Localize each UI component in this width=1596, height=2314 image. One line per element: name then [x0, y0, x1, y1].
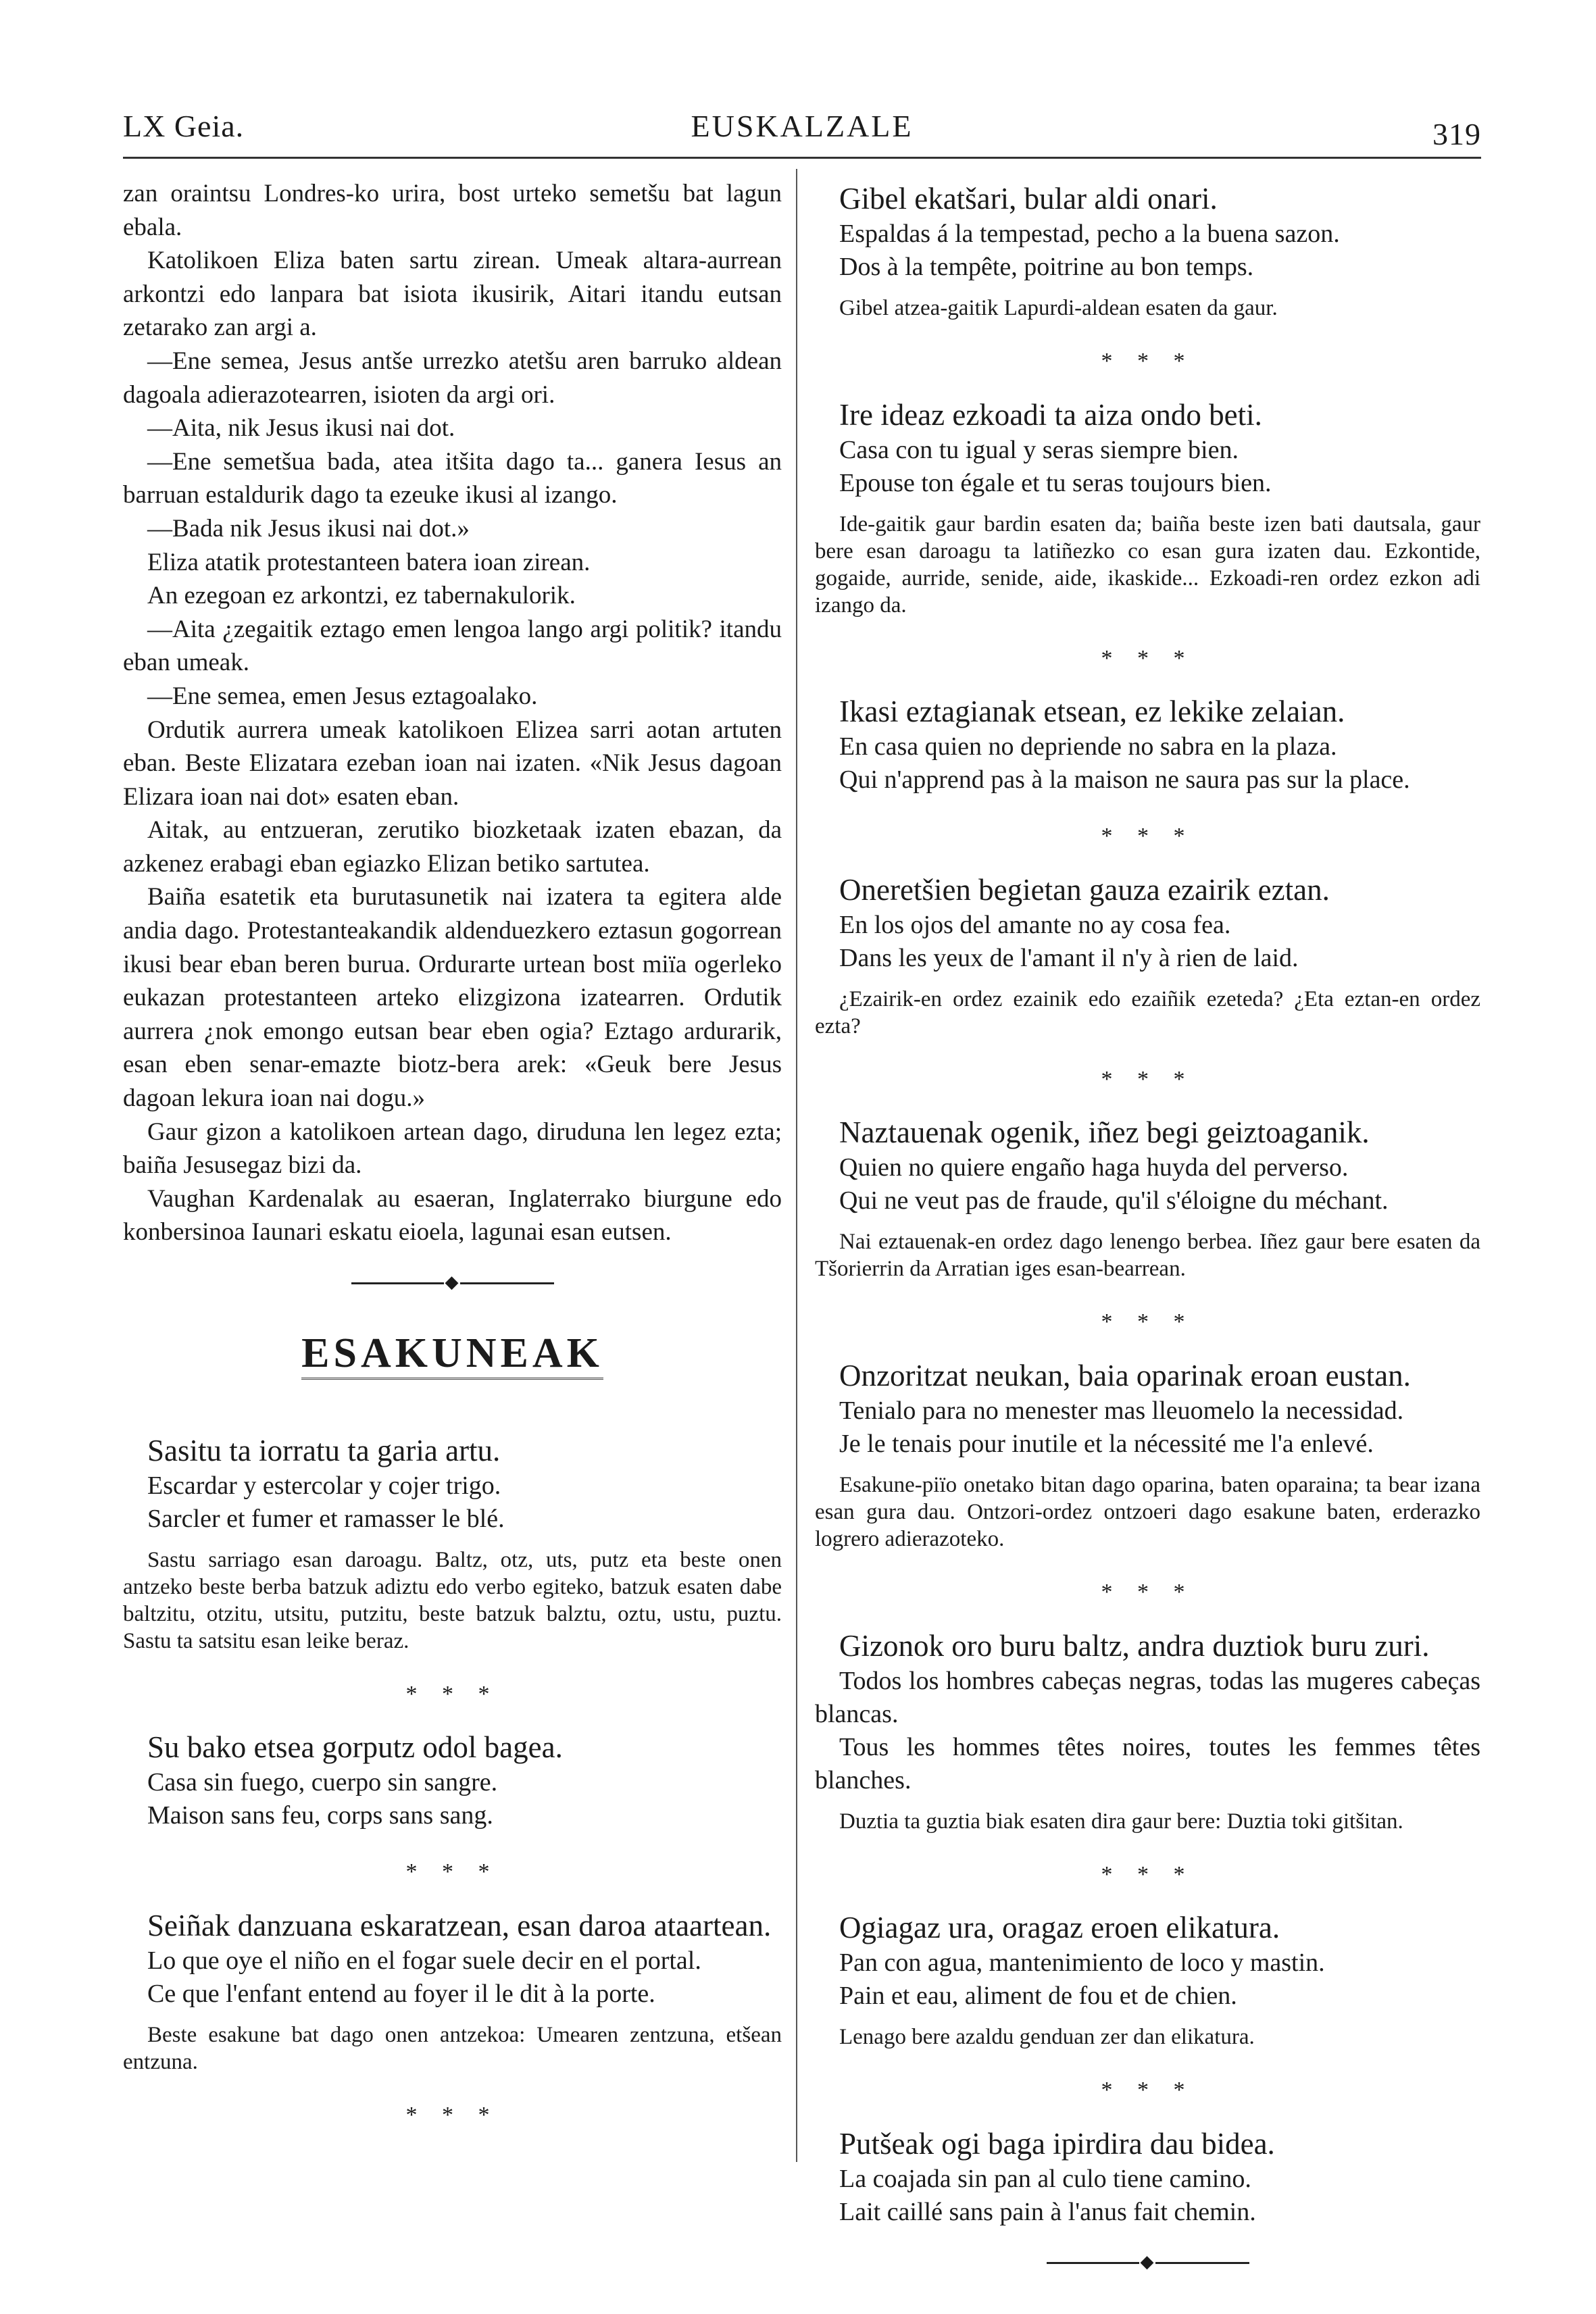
story-paragraph: Baiña esatetik eta burutasunetik nai izatera ta egitera alde andia dago. Protestanteakandik aldenduezkero eztasun gogorrean ikusi bear eban beren burua. Ordurarte urtean bost miïa ogerleko eukazan protestanteen arteko elizgizona izatearren. Ordutik aurrera ¿nok emongo eutsan bear eben ogia? Eztago ardurarik, esan eben senar-emazte biotz-bera arek: «Geuk bere Jesus dagoan lekura ioan nai dogu.» — [123, 883, 782, 1113]
stars-separator: * * * — [1101, 1066, 1195, 1092]
proverb-spanish: Todos los hombres cabeças negras, todas las mugeres cabeças blancas. — [815, 1666, 1480, 1728]
proverb-basque: Gibel ekatšari, bular aldi onari. — [839, 182, 1218, 216]
ornament-rule — [1047, 2251, 1249, 2271]
story-paragraph: Gaur gizon a katolikoen artean dago, diruduna len legez ezta; baiña Jesusegaz bizi da. — [123, 1117, 782, 1180]
journal-title: EUSKALZALE — [691, 109, 914, 143]
story-paragraph: Katolikoen Eliza baten sartu zirean. Umeak altara-aurrean arkontzi edo lanpara bat isiota ikusirik, Aitari itandu eutsan zetarako zan argi a. — [123, 247, 782, 342]
proverb-spanish: Casa sin fuego, cuerpo sin sangre. — [147, 1768, 498, 1797]
proverb-note: Sastu sarriago esan daroagu. Baltz, otz, uts, putz eta beste onen antzeko beste berba batzuk adiztu edo verbo egiteko, batzuk esaten dabe baltzitu, otzitu, utsitu, putzitu, beste batzuk balztu, oztu, ustu, puztu. Sastu ta satsitu esan leike beraz. — [123, 1547, 782, 1653]
stars-separator: * * * — [1101, 1861, 1195, 1887]
proverb-note: ¿Ezairik-en ordez ezainik edo ezaiñik ezeteda? ¿Eta eztan-en ordez ezta? — [815, 986, 1480, 1038]
issue-label: LX Geia. — [123, 109, 245, 143]
proverb-french: Je le tenais pour inutile et la nécessité me l'a enlevé. — [839, 1429, 1374, 1458]
story-paragraph: An ezegoan ez arkontzi, ez tabernakulorik. — [147, 582, 576, 610]
stars-separator: * * * — [1101, 645, 1195, 671]
proverb-note: Esakune-piïo onetako bitan dago oparina, baten oparaina; ta bear izana esan gura dau. Ontzori-ordez ontzoeri dago esakune baten, erderazko logrero adierazoteko. — [815, 1472, 1480, 1551]
proverb-spanish: Lo que oye el niño en el fogar suele decir en el portal. — [147, 1946, 701, 1975]
stars-separator: * * * — [1101, 824, 1195, 849]
proverb-block — [815, 180, 1480, 322]
stars-separator: * * * — [405, 1859, 499, 1885]
proverb-basque: Gizonok oro buru baltz, andra duztiok buru zuri. — [839, 1628, 1430, 1663]
proverb-note: Beste esakune bat dago onen antzekoa: Umearen zentzuna, etšean entzuna. — [123, 2022, 782, 2074]
column-divider — [796, 169, 797, 2162]
proverb-note: Gibel atzea-gaitik Lapurdi-aldean esaten da gaur. — [839, 296, 1278, 320]
proverb-block — [815, 693, 1480, 797]
proverb-french: Pain et eau, aliment de fou et de chien. — [839, 1982, 1237, 2011]
diamond-icon: ◆ — [445, 1272, 459, 1292]
story-paragraph: —Ene semetšua bada, atea itšita dago ta... ganera Iesus an barruan estaldurik dago ta ezeuke ikusi al izango. — [123, 447, 782, 509]
stars-separator: * * * — [1101, 1579, 1195, 1605]
proverb-french: Epouse ton égale et tu seras toujours bien. — [839, 468, 1272, 497]
proverb-block — [815, 2125, 1480, 2229]
diamond-icon: ◆ — [1140, 2251, 1154, 2271]
proverb-block — [815, 1357, 1480, 1553]
proverb-block — [815, 396, 1480, 619]
story-paragraph: —Aita, nik Jesus ikusi nai dot. — [147, 414, 455, 443]
stars-separator: * * * — [405, 2102, 499, 2128]
proverb-basque: Ire ideaz ezkoadi ta aiza ondo beti. — [839, 397, 1262, 432]
stars-separator: * * * — [1101, 2078, 1195, 2103]
proverb-spanish: En los ojos del amante no ay cosa fea. — [839, 910, 1231, 939]
proverb-spanish: Espaldas á la tempestad, pecho a la buena sazon. — [839, 220, 1340, 248]
proverb-spanish: Casa con tu igual y seras siempre bien. — [839, 435, 1239, 464]
proverb-basque: Sasitu ta iorratu ta garia artu. — [147, 1433, 501, 1467]
page-header — [123, 101, 1481, 149]
proverb-note: Nai eztauenak-en ordez dago lenengo berbea. Iñez gaur bere esaten da Tšorierrin da Arratian iges esan-bearrean. — [815, 1230, 1480, 1282]
right-column — [815, 177, 1480, 2269]
proverb-french: Lait caillé sans pain à l'anus fait chemin. — [839, 2197, 1256, 2226]
story-paragraph: Ordutik aurrera umeak katolikoen Elizea sarri aotan artuten eban. Beste Elizatara ezeban ioan nai izaten. «Nik Jesus dagoan Elizara ioan nai dot» esaten eban. — [123, 715, 782, 811]
proverb-spanish: En casa quien no depriende no sabra en la plaza. — [839, 732, 1337, 761]
proverb-basque: Su bako etsea gorputz odol bagea. — [147, 1730, 563, 1765]
story-paragraph: —Bada nik Jesus ikusi nai dot.» — [147, 514, 470, 543]
story-paragraph: Eliza atatik protestanteen batera ioan zirean. — [147, 548, 591, 576]
proverb-note: Ide-gaitik gaur bardin esaten da; baiña beste izen bati dautsala, gaur bere esan daroagu ta latiñezko co esan gura izaten dau. Ezkontide, gogaide, aurride, senide, aide, ikaskide... Ezkoadi-ren ordez ezkon adi izango da. — [815, 511, 1480, 618]
proverb-basque: Putšeak ogi baga ipirdira dau bidea. — [839, 2126, 1275, 2161]
proverb-french: Maison sans feu, corps sans sang. — [147, 1801, 493, 1830]
header-rule — [123, 157, 1481, 159]
proverb-french: Sarcler et fumer et ramasser le blé. — [147, 1504, 505, 1533]
proverb-basque: Seiñak danzuana eskaratzean, esan daroa ataartean. — [147, 1908, 772, 1942]
ornament-rule — [351, 1272, 554, 1292]
proverb-spanish: La coajada sin pan al culo tiene camino. — [839, 2164, 1251, 2193]
proverb-block — [123, 1907, 782, 2076]
proverb-french: Tous les hommes têtes noires, toutes les femmes têtes blanches. — [815, 1732, 1480, 1794]
proverb-french: Ce que l'enfant entend au foyer il le dit à la porte. — [147, 1979, 655, 2008]
proverb-basque: Ogiagaz ura, oragaz eroen elikatura. — [839, 1911, 1280, 1945]
proverb-spanish: Escardar y estercolar y cojer trigo. — [147, 1471, 501, 1500]
story-paragraph: zan oraintsu Londres-ko urira, bost urteko semetšu bat lagun ebala. — [123, 180, 782, 241]
proverb-block — [815, 1627, 1480, 1835]
story-paragraph: —Ene semea, emen Jesus eztagoalako. — [147, 682, 538, 710]
proverb-french: Dans les yeux de l'amant il n'y à rien de laid. — [839, 943, 1299, 972]
stars-separator: * * * — [1101, 349, 1195, 374]
stars-separator: * * * — [405, 1681, 499, 1707]
proverb-french: Dos à la tempête, poitrine au bon temps. — [839, 253, 1254, 281]
proverb-french: Qui ne veut pas de fraude, qu'il s'éloigne du méchant. — [839, 1186, 1389, 1215]
proverb-spanish: Tenialo para no menester mas lleuomelo la necessidad. — [839, 1396, 1404, 1425]
story-paragraph: —Aita ¿zegaitik eztago emen lengoa lango argi politik? itandu eban umeak. — [123, 615, 782, 677]
stars-separator: * * * — [1101, 1309, 1195, 1335]
proverb-basque: Oneretšien begietan gauza ezairik eztan. — [839, 872, 1330, 907]
page-number: 319 — [1432, 117, 1481, 151]
proverb-basque: Naztauenak ogenik, iñez begi geiztoaganik. — [839, 1115, 1370, 1150]
proverb-french: Qui n'apprend pas à la maison ne saura pas sur la place. — [839, 765, 1410, 795]
proverb-note: Duztia ta guztia biak esaten dira gaur bere: Duztia toki gitšitan. — [839, 1809, 1403, 1834]
proverb-block — [123, 1432, 782, 1655]
proverb-block — [123, 1728, 782, 1832]
left-column — [123, 177, 782, 2149]
story-paragraph: Vaughan Kardenalak au esaeran, Inglaterrako biurgune edo konbersinoa Iaunari eskatu eioela, lagunai esan eutsen. — [123, 1184, 782, 1247]
section-title: ESAKUNEAK — [123, 1337, 782, 1371]
story-paragraph: Aitak, au entzueran, zerutiko biozketaak izaten ebazan, da azkenez erabagi eban egiazko Elizan betiko sartutea. — [123, 816, 782, 878]
proverb-basque: Onzoritzat neukan, baia oparinak eroan eustan. — [839, 1358, 1411, 1392]
proverb-note: Lenago bere azaldu genduan zer dan elikatura. — [839, 2025, 1255, 2050]
proverb-block — [815, 871, 1480, 1040]
proverb-spanish: Pan con agua, mantenimiento de loco y mastin. — [839, 1948, 1325, 1978]
story-paragraph: —Ene semea, Jesus antše urrezko atetšu aren barruko aldean dagoala adierazotearren, isioten da argi ori. — [123, 347, 782, 409]
proverb-block — [815, 1909, 1480, 2051]
proverb-basque: Ikasi eztagianak etsean, ez lekike zelaian. — [839, 695, 1345, 729]
proverb-block — [815, 1113, 1480, 1282]
proverb-spanish: Quien no quiere engaño haga huyda del perverso. — [839, 1153, 1349, 1182]
